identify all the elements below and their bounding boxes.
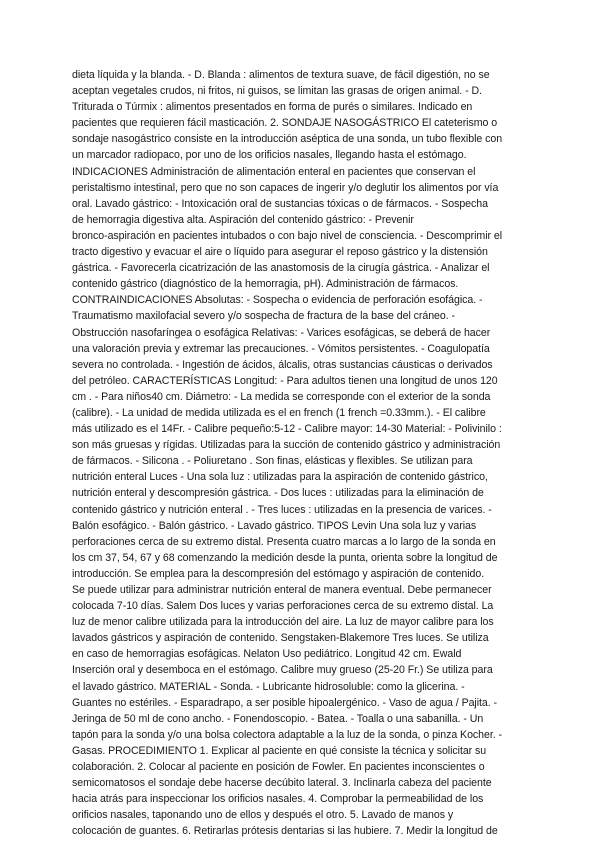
text-line: Guantes no estériles. - Esparadrapo, a ser posible hipoalergénico. - Vaso de agua / Pajita. - xyxy=(72,696,498,709)
text-line: colaboración. 2. Colocar al paciente en posición de Fowler. En pacientes inconscientes o xyxy=(72,761,485,774)
text-line: colocación de guantes. 6. Retirarlas prótesis dentarias si las hubiere. 7. Medir la longitud de xyxy=(72,825,498,838)
text-line: luz de menor calibre utilizada para la introducción del aire. La luz de mayor calibre para los xyxy=(72,616,494,629)
text-line: de fármacos. - Silicona . - Poliuretano . Son finas, elásticas y flexibles. Se utilizan para xyxy=(72,455,473,468)
text-line: Inserción oral y desemboca en el estómago. Calibre muy grueso (25-20 Fr.) Se utiliza para xyxy=(72,664,493,677)
text-line: orificios nasales, taponando uno de ellos y después el otro. 5. Lavado de manos y xyxy=(72,809,454,822)
text-line: Obstrucción nasofaríngea o esofágica Relativas: - Varices esofágicas, se deberá de hacer xyxy=(72,326,491,339)
text-line: lavados gástricos y aspiración de contenido. Sengstaken-Blakemore Tres luces. Se utiliza xyxy=(72,632,489,645)
text-line: tapón para la sonda y/o una bolsa colectora adaptable a la luz de la sonda, o pinza Kocher. - xyxy=(72,728,502,741)
text-line: oral. Lavado gástrico: - Intoxicación oral de sustancias tóxicas o de fármacos. - Sospecha xyxy=(72,197,488,210)
text-line: sondaje nasogástrico consiste en la introducción aséptica de una sonda, un tubo flexible con xyxy=(72,133,503,146)
text-line: una valoración previa y extremar las precauciones. - Vómitos persistentes. - Coagulopatía xyxy=(72,342,490,355)
text-line: bronco-aspiración en pacientes intubados o con bajo nivel de consciencia. - Descomprimir el xyxy=(72,229,503,242)
text-line: más utilizado es el 14Fr. - Calibre pequeño:5-12 - Calibre mayor: 14-30 Material: - Polivinilo : xyxy=(72,423,502,436)
text-line: Triturada o Túrmix : alimentos presentados en forma de purés o similares. Indicado en xyxy=(72,101,473,114)
body-text xyxy=(72,67,534,840)
text-line: introducción. Se emplea para la descompresión del estómago y aspiración de contenido. xyxy=(72,567,485,580)
text-line: semicomatosos el sondaje debe hacerse decúbito lateral. 3. Inclinarla cabeza del paciente xyxy=(72,777,492,790)
text-line: gástrica. - Favorecerla cicatrización de las anastomosis de la cirugía gástrica. - Analizar el xyxy=(72,262,490,275)
text-line: peristaltismo intestinal, pero que no son capaces de ingerir y/o deglutir los alimentos por vía xyxy=(72,181,499,194)
text-line: los cm 37, 54, 67 y 68 comenzando la medición desde la punta, orienta sobre la longitud de xyxy=(72,551,498,564)
text-line: perforaciones cerca de su extremo distal. Presenta cuatro marcas a lo largo de la sonda en xyxy=(72,535,496,548)
text-line: Balón esofágico. - Balón gástrico. - Lavado gástrico. TIPOS Levin Una sola luz y varias xyxy=(72,519,477,532)
text-line: de hemorragia digestiva alta. Aspiración del contenido gástrico: - Prevenir xyxy=(72,213,414,226)
text-line: pacientes que requieren fácil masticación. 2. SONDAJE NASOGÁSTRICO El cateterismo o xyxy=(72,117,498,130)
text-line: cm . - Para niños40 cm. Diámetro: - La medida se corresponde con el exterior de la sonda xyxy=(72,390,491,403)
text-line: del petróleo. CARACTERÍSTICAS Longitud: - Para adultos tienen una longitud de unos 120 xyxy=(72,374,498,387)
text-line: INDICACIONES Administración de alimentación enteral en pacientes que conservan el xyxy=(72,165,476,178)
text-line: dieta líquida y la blanda. - D. Blanda : alimentos de textura suave, de fácil digestión, no se xyxy=(72,69,490,81)
text-line: nutrición enteral y descompresión gástrica. - Dos luces : utilizadas para la eliminación de xyxy=(72,487,484,500)
text-line: hacia atrás para inspeccionar los orificios nasales. 4. Comprobar la permeabilidad de los xyxy=(72,793,484,806)
text-line: contenido gástrico (diagnóstico de la hemorragia, pH). Administración de fármacos. xyxy=(72,278,459,291)
text-line: tracto digestivo y evacuar el aire o líquido para asegurar el reposo gástrico y la distensión xyxy=(72,246,488,259)
text-line: nutrición enteral Luces - Una sola luz : utilizadas para la aspiración de contenido gástrico, xyxy=(72,471,488,484)
text-line: Traumatismo maxilofacial severo y/o sospecha de fractura de la base del cráneo. - xyxy=(72,310,456,323)
text-line: en caso de hemorragias esofágicas. Nelaton Uso pediátrico. Longitud 42 cm. Ewald xyxy=(72,648,462,661)
text-line: Jeringa de 50 ml de cono ancho. - Fonendoscopio. - Batea. - Toalla o una sabanilla. - Un xyxy=(72,712,484,725)
text-line: contenido gástrico y nutrición enteral . - Tres luces : utilizadas en la presencia de varices. - xyxy=(72,503,492,516)
text-line: aceptan vegetales crudos, ni fritos, ni guisos, se limitan las grasas de origen animal. - D. xyxy=(72,85,482,98)
text-line: el lavado gástrico. MATERIAL - Sonda. - Lubricante hidrosoluble: como la glicerina. - xyxy=(72,680,465,693)
text-line: colocada 7-10 días. Salem Dos luces y varias perforaciones cerca de su extremo distal. La xyxy=(72,600,494,613)
text-line: un marcador radiopaco, por uno de los orificios nasales, llegando hasta el estómago. xyxy=(72,149,467,162)
text-line: CONTRAINDICACIONES Absolutas: - Sospecha o evidencia de perforación esofágica. - xyxy=(72,294,483,307)
text-line: (calibre). - La unidad de medida utilizada es el en french (1 french =0.33mm.). - El calibre xyxy=(72,406,486,419)
text-line: Gasas. PROCEDIMIENTO 1. Explicar al paciente en qué consiste la técnica y solicitar su xyxy=(72,744,487,757)
text-line: son más gruesas y rígidas. Utilizadas para la succión de contenido gástrico y administración xyxy=(72,439,501,452)
text-line: Se puede utilizar para administrar nutrición enteral de manera eventual. Debe permanecer xyxy=(72,584,492,596)
text-line: severa no controlada. - Ingestión de ácidos, álcalis, otras sustancias cáusticas o derivados xyxy=(72,358,493,371)
